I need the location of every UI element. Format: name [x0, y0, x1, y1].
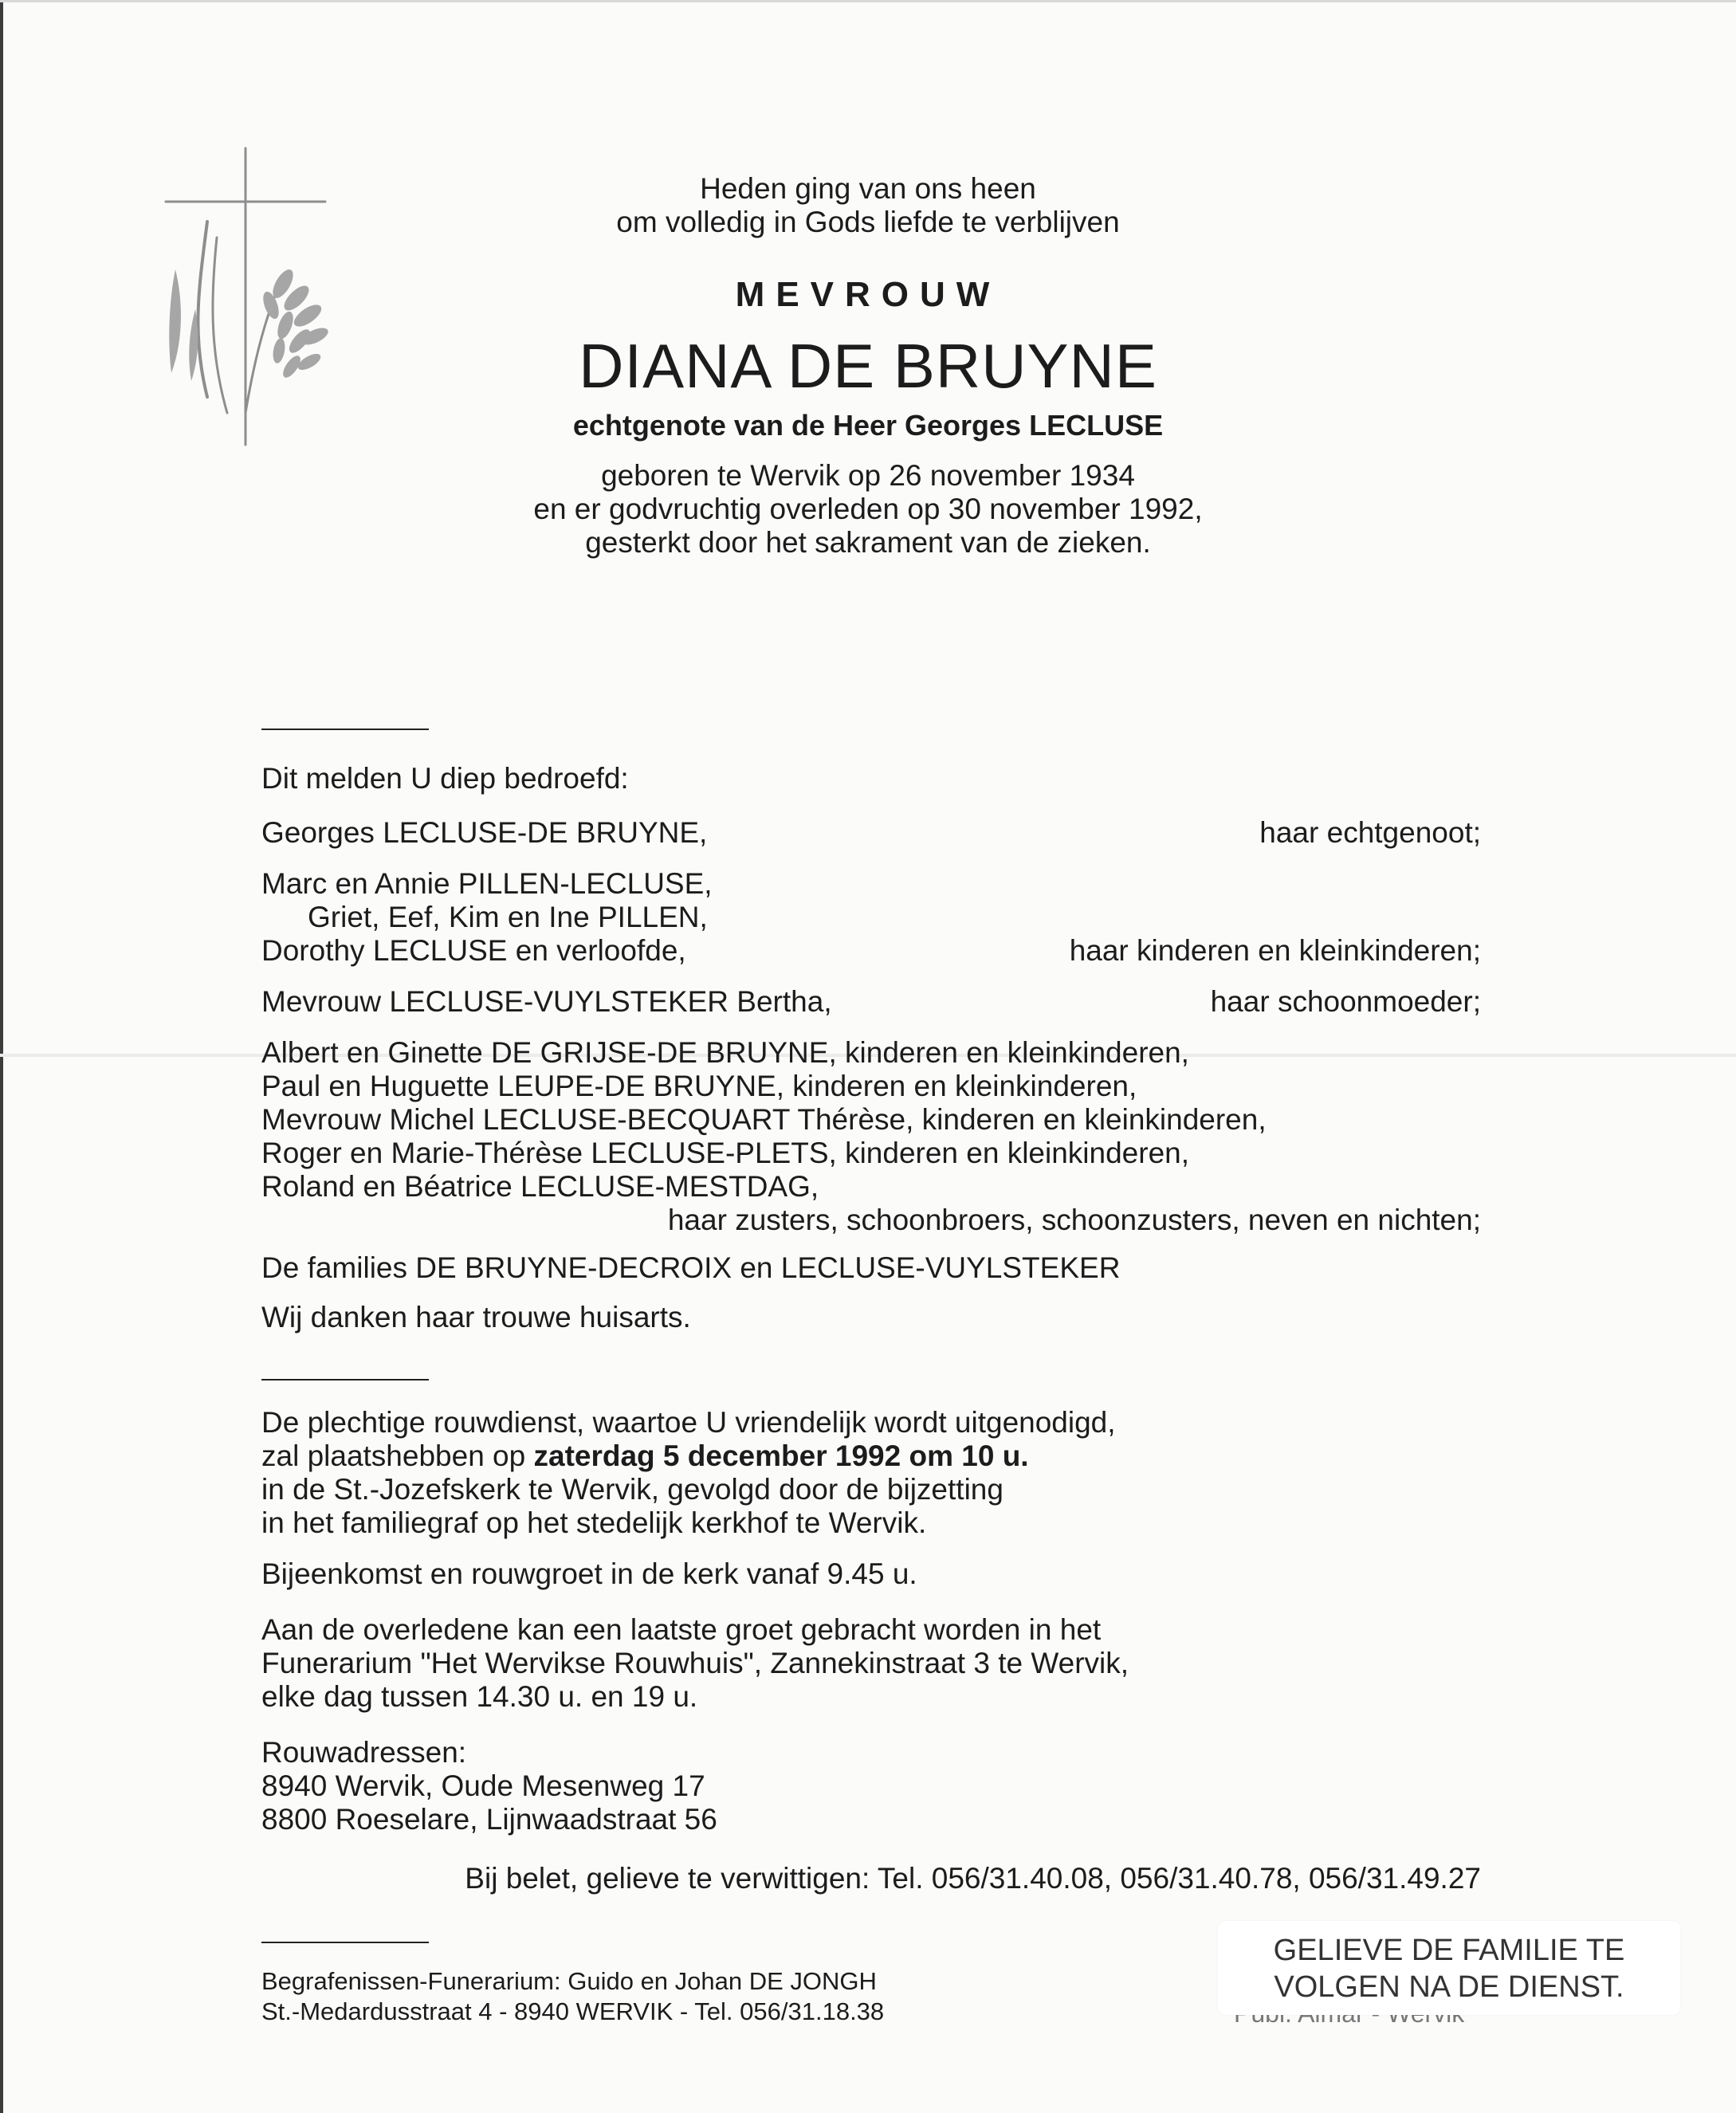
- thanks-line: Wij danken haar trouwe huisarts.: [261, 1301, 691, 1333]
- mourner-relation: haar schoonmoeder;: [1210, 985, 1481, 1018]
- section-divider: [261, 729, 429, 730]
- families-line: De families DE BRUYNE-DECROIX en LECLUSE-VUYLSTEKER: [261, 1251, 1121, 1284]
- gathering-line: Bijeenkomst en rouwgroet in de kerk vanaf 9.45 u.: [261, 1557, 917, 1590]
- service-line-4: in het familiegraf op het stedelijk kerkhof te Wervik.: [261, 1506, 927, 1539]
- sticker-line-1: GELIEVE DE FAMILIE TE: [1273, 1934, 1625, 1967]
- announcement-lead: Dit melden U diep bedroefd:: [261, 762, 629, 795]
- mourner-name: Mevrouw Michel LECLUSE-BECQUART Thérèse, kinderen en kleinkinderen,: [261, 1103, 1267, 1136]
- mourner-name: Marc en Annie PILLEN-LECLUSE,: [261, 867, 713, 900]
- mourner-relation: haar echtgenoot;: [1259, 816, 1481, 849]
- footer-divider: [261, 1942, 429, 1943]
- mourner-name: Paul en Huguette LEUPE-DE BRUYNE, kinderen en kleinkinderen,: [261, 1070, 1137, 1102]
- address-item: 8800 Roeselare, Lijnwaadstraat 56: [261, 1803, 717, 1836]
- service-line-1: De plechtige rouwdienst, waartoe U vriendelijk wordt uitgenodigd,: [261, 1406, 1116, 1439]
- mourner-name: Roger en Marie-Thérèse LECLUSE-PLETS, kinderen en kleinkinderen,: [261, 1137, 1190, 1169]
- contact-line: Bij belet, gelieve te verwittigen: Tel. 056/31.40.08, 056/31.40.78, 056/31.49.27: [465, 1862, 1481, 1895]
- visit-line-2: Funerarium "Het Wervikse Rouwhuis", Zannekinstraat 3 te Wervik,: [261, 1647, 1129, 1679]
- death-line: en er godvruchtig overleden op 30 november 1992,: [533, 493, 1203, 525]
- section-divider: [261, 1379, 429, 1381]
- service-line-2-prefix: zal plaatshebben op: [261, 1439, 534, 1472]
- page-top-edge: [0, 0, 1736, 2]
- address-item: 8940 Wervik, Oude Mesenweg 17: [261, 1769, 705, 1802]
- spouse-line: echtgenote van de Heer Georges LECLUSE: [572, 409, 1164, 442]
- service-line-2: [261, 1441, 1029, 1471]
- mourner-relation: haar zusters, schoonbroers, schoonzusters, neven en nichten;: [667, 1204, 1481, 1236]
- mourner-relation: haar kinderen en kleinkinderen;: [1069, 934, 1481, 967]
- mourner-name: Roland en Béatrice LECLUSE-MESTDAG,: [261, 1170, 819, 1203]
- mourner-name: Albert en Ginette DE GRIJSE-DE BRUYNE, kinderen en kleinkinderen,: [261, 1036, 1189, 1069]
- service-line-3: in de St.-Jozefskerk te Wervik, gevolgd door de bijzetting: [261, 1473, 1004, 1506]
- mourner-name: Georges LECLUSE-DE BRUYNE,: [261, 816, 708, 849]
- mourner-name: Griet, Eef, Kim en Ine PILLEN,: [308, 901, 708, 933]
- undertaker-line-1: Begrafenissen-Funerarium: Guido en Johan DE JONGH: [261, 1967, 877, 1995]
- visit-line-3: elke dag tussen 14.30 u. en 19 u.: [261, 1680, 698, 1713]
- sacrament-line: gesterkt door het sakrament van de zieken.: [585, 526, 1151, 559]
- mourner-name: Mevrouw LECLUSE-VUYLSTEKER Bertha,: [261, 985, 832, 1018]
- intro-line-1: Heden ging van ons heen: [700, 172, 1036, 205]
- honorific-title: MEVROUW: [735, 275, 1001, 314]
- undertaker-line-2: St.-Medardusstraat 4 - 8940 WERVIK - Tel. 056/31.18.38: [261, 1997, 885, 2025]
- service-date: zaterdag 5 december 1992 om 10 u.: [533, 1439, 1029, 1472]
- deceased-name: DIANA DE BRUYNE: [579, 331, 1157, 401]
- addresses-heading: Rouwadressen:: [261, 1736, 467, 1769]
- mourner-name: Dorothy LECLUSE en verloofde,: [261, 934, 686, 967]
- intro-line-2: om volledig in Gods liefde te verblijven: [616, 206, 1120, 238]
- sticker-line-2: VOLGEN NA DE DIENST.: [1274, 1970, 1624, 2004]
- follow-family-sticker: [1218, 1921, 1680, 2015]
- visit-line-1: Aan de overledene kan een laatste groet gebracht worden in het: [261, 1613, 1102, 1646]
- birth-line: geboren te Wervik op 26 november 1934: [601, 459, 1135, 492]
